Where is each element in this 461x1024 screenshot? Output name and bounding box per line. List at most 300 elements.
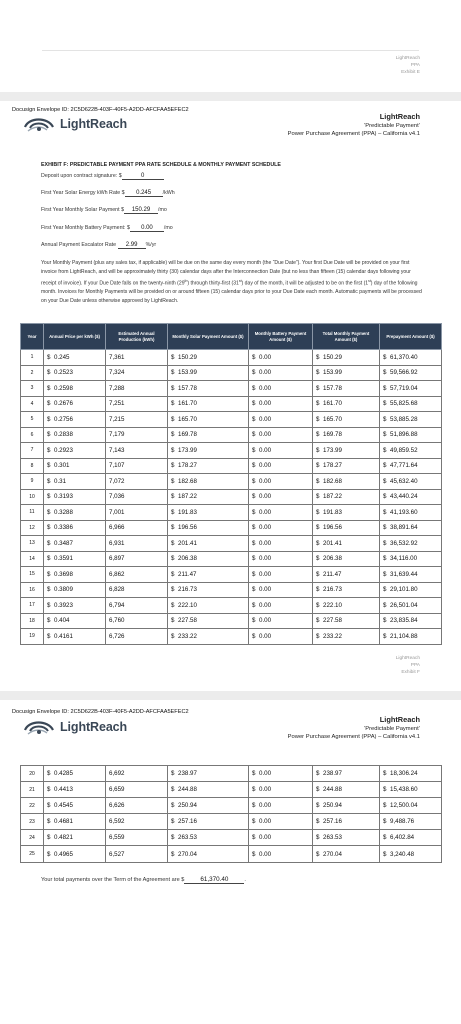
cell-price bbox=[44, 567, 106, 583]
escalator-field bbox=[41, 242, 156, 249]
currency-symbol: $ bbox=[252, 477, 256, 485]
cell-total-payment bbox=[313, 830, 380, 846]
page-footer-meta bbox=[396, 655, 420, 676]
cell-production: 6,862 bbox=[106, 567, 168, 583]
currency-symbol: $ bbox=[47, 539, 51, 547]
cell-year: 22 bbox=[21, 798, 44, 814]
cell-production: 6,559 bbox=[106, 830, 168, 846]
cell-value: 150.29 bbox=[323, 353, 342, 361]
solar-payment-value: 150.29 bbox=[124, 207, 158, 214]
currency-symbol: $ bbox=[316, 617, 320, 625]
cell-total-payment bbox=[313, 365, 380, 381]
document-page-2 bbox=[0, 700, 461, 1024]
exhibit-title: EXHIBIT F: PREDICTABLE PAYMENT PPA RATE SCHEDULE & MONTHLY PAYMENT SCHEDULE bbox=[41, 162, 281, 168]
cell-price bbox=[44, 629, 106, 645]
currency-symbol: $ bbox=[316, 555, 320, 563]
currency-symbol: $ bbox=[47, 834, 51, 842]
cell-production: 6,592 bbox=[106, 814, 168, 830]
column-header-solar: Monthly Solar Payment Amount ($) bbox=[168, 324, 249, 350]
escalator-value: 2.99 bbox=[118, 242, 146, 249]
cell-value: 57,719.04 bbox=[390, 384, 418, 392]
currency-symbol: $ bbox=[316, 446, 320, 454]
currency-symbol: $ bbox=[383, 539, 387, 547]
cell-value: 244.88 bbox=[323, 786, 342, 794]
envelope-id: Docusign Envelope ID: 2C5D622B-403F-40F5-A2DD-AFCFAA5EFEC2 bbox=[12, 107, 189, 113]
currency-symbol: $ bbox=[316, 415, 320, 423]
solar-payment-unit: /mo bbox=[158, 207, 167, 213]
cell-production: 7,251 bbox=[106, 396, 168, 412]
currency-symbol: $ bbox=[47, 555, 51, 563]
cell-value: 38,891.64 bbox=[390, 524, 418, 532]
cell-year: 12 bbox=[21, 520, 44, 536]
cell-production: 7,072 bbox=[106, 474, 168, 490]
currency-symbol: $ bbox=[316, 493, 320, 501]
cell-value: 233.22 bbox=[178, 632, 197, 640]
currency-symbol: $ bbox=[47, 508, 51, 516]
cell-value: 59,566.92 bbox=[390, 369, 418, 377]
cell-solar-payment bbox=[168, 613, 249, 629]
cell-value: 157.78 bbox=[323, 384, 342, 392]
currency-symbol: $ bbox=[316, 384, 320, 392]
payment-terms-paragraph bbox=[41, 259, 423, 306]
document-header bbox=[288, 112, 420, 138]
cell-value: 250.94 bbox=[323, 802, 342, 810]
currency-symbol: $ bbox=[316, 770, 320, 778]
cell-value: 187.22 bbox=[178, 493, 197, 501]
cell-value: 0.3809 bbox=[54, 586, 73, 594]
cell-total-payment bbox=[313, 613, 380, 629]
cell-battery-payment bbox=[249, 520, 313, 536]
battery-payment-field bbox=[41, 225, 173, 232]
cell-battery-payment bbox=[249, 830, 313, 846]
page-gap bbox=[0, 691, 461, 700]
currency-symbol: $ bbox=[252, 818, 256, 826]
cell-value: 227.58 bbox=[323, 617, 342, 625]
cell-battery-payment bbox=[249, 613, 313, 629]
cell-total-payment bbox=[313, 598, 380, 614]
table-row bbox=[21, 396, 442, 412]
deposit-value: 0 bbox=[122, 173, 164, 180]
cell-value: 0.4413 bbox=[54, 786, 73, 794]
table-row bbox=[21, 350, 442, 366]
cell-prepayment bbox=[380, 830, 442, 846]
cell-production: 6,931 bbox=[106, 536, 168, 552]
cell-value: 173.99 bbox=[323, 446, 342, 454]
previous-page-tail bbox=[0, 0, 461, 92]
cell-value: 0.00 bbox=[259, 770, 272, 778]
column-header-price: Annual Price per kWh ($) bbox=[44, 324, 106, 350]
cell-solar-payment bbox=[168, 427, 249, 443]
header-subtitle-2: Power Purchase Agreement (PPA) – California v4.1 bbox=[287, 734, 420, 740]
cell-value: 0.00 bbox=[259, 369, 272, 377]
cell-value: 0.2598 bbox=[54, 384, 73, 392]
cell-production: 7,288 bbox=[106, 381, 168, 397]
cell-battery-payment bbox=[249, 567, 313, 583]
cell-solar-payment bbox=[168, 350, 249, 366]
logo-text: LightReach bbox=[60, 117, 128, 131]
total-value: 61,370.40 bbox=[184, 876, 244, 884]
deposit-label: Deposit upon contract signature: $ bbox=[41, 173, 122, 179]
table-row bbox=[21, 427, 442, 443]
para-sup-a: th bbox=[184, 278, 188, 283]
cell-solar-payment bbox=[168, 814, 249, 830]
currency-symbol: $ bbox=[383, 462, 387, 470]
cell-year: 2 bbox=[21, 365, 44, 381]
cell-battery-payment bbox=[249, 381, 313, 397]
lightreach-logo bbox=[22, 113, 127, 135]
currency-symbol: $ bbox=[383, 508, 387, 516]
energy-rate-unit: /kWh bbox=[162, 190, 175, 196]
cell-production: 6,897 bbox=[106, 551, 168, 567]
cell-prepayment bbox=[380, 629, 442, 645]
currency-symbol: $ bbox=[171, 477, 175, 485]
cell-value: 201.41 bbox=[323, 539, 342, 547]
currency-symbol: $ bbox=[252, 462, 256, 470]
cell-battery-payment bbox=[249, 505, 313, 521]
cell-value: 0.245 bbox=[54, 353, 70, 361]
currency-symbol: $ bbox=[252, 508, 256, 516]
currency-symbol: $ bbox=[383, 477, 387, 485]
cell-production: 6,760 bbox=[106, 613, 168, 629]
cell-year: 24 bbox=[21, 830, 44, 846]
currency-symbol: $ bbox=[316, 570, 320, 578]
cell-value: 206.38 bbox=[178, 555, 197, 563]
cell-value: 0.00 bbox=[259, 524, 272, 532]
cell-value: 227.58 bbox=[178, 617, 197, 625]
energy-rate-value: 0.245 bbox=[125, 190, 163, 197]
envelope-id: Docusign Envelope ID: 2C5D622B-403F-40F5-A2DD-AFCFAA5EFEC2 bbox=[12, 709, 189, 715]
currency-symbol: $ bbox=[316, 353, 320, 361]
currency-symbol: $ bbox=[252, 802, 256, 810]
cell-total-payment bbox=[313, 629, 380, 645]
currency-symbol: $ bbox=[383, 786, 387, 794]
cell-value: 173.99 bbox=[178, 446, 197, 454]
currency-symbol: $ bbox=[171, 431, 175, 439]
cell-price bbox=[44, 846, 106, 862]
currency-symbol: $ bbox=[316, 508, 320, 516]
currency-symbol: $ bbox=[252, 446, 256, 454]
table-row bbox=[21, 629, 442, 645]
cell-battery-payment bbox=[249, 766, 313, 782]
cell-value: 26,501.04 bbox=[390, 601, 418, 609]
cell-value: 211.47 bbox=[178, 570, 197, 578]
currency-symbol: $ bbox=[383, 493, 387, 501]
cell-value: 0.3288 bbox=[54, 508, 73, 516]
cell-prepayment bbox=[380, 365, 442, 381]
cell-battery-payment bbox=[249, 782, 313, 798]
cell-production: 7,324 bbox=[106, 365, 168, 381]
cell-value: 0.00 bbox=[259, 601, 272, 609]
currency-symbol: $ bbox=[252, 786, 256, 794]
cell-battery-payment bbox=[249, 396, 313, 412]
currency-symbol: $ bbox=[316, 850, 320, 858]
currency-symbol: $ bbox=[171, 446, 175, 454]
cell-value: 47,771.64 bbox=[390, 462, 418, 470]
cell-value: 211.47 bbox=[323, 570, 342, 578]
cell-value: 0.4965 bbox=[54, 850, 73, 858]
column-header-year: Year bbox=[21, 324, 44, 350]
cell-value: 0.00 bbox=[259, 555, 272, 563]
cell-total-payment bbox=[313, 396, 380, 412]
footer-meta-exhibit: Exhibit F bbox=[401, 670, 420, 675]
cell-year: 15 bbox=[21, 567, 44, 583]
currency-symbol: $ bbox=[316, 586, 320, 594]
table-row bbox=[21, 489, 442, 505]
cell-value: 182.68 bbox=[323, 477, 342, 485]
cell-production: 6,828 bbox=[106, 582, 168, 598]
currency-symbol: $ bbox=[171, 493, 175, 501]
currency-symbol: $ bbox=[252, 369, 256, 377]
table-row bbox=[21, 474, 442, 490]
cell-year: 6 bbox=[21, 427, 44, 443]
currency-symbol: $ bbox=[47, 400, 51, 408]
currency-symbol: $ bbox=[383, 770, 387, 778]
document-page-1 bbox=[0, 101, 461, 691]
currency-symbol: $ bbox=[47, 493, 51, 501]
cell-value: 0.4681 bbox=[54, 818, 73, 826]
currency-symbol: $ bbox=[383, 431, 387, 439]
cell-value: 165.70 bbox=[323, 415, 342, 423]
cell-prepayment bbox=[380, 381, 442, 397]
cell-total-payment bbox=[313, 489, 380, 505]
cell-production: 7,361 bbox=[106, 350, 168, 366]
currency-symbol: $ bbox=[171, 353, 175, 361]
cell-production: 6,527 bbox=[106, 846, 168, 862]
currency-symbol: $ bbox=[47, 802, 51, 810]
cell-value: 51,896.88 bbox=[390, 431, 418, 439]
cell-value: 191.83 bbox=[323, 508, 342, 516]
cell-value: 0.00 bbox=[259, 539, 272, 547]
cell-value: 169.78 bbox=[323, 431, 342, 439]
currency-symbol: $ bbox=[316, 539, 320, 547]
cell-price bbox=[44, 489, 106, 505]
cell-year: 14 bbox=[21, 551, 44, 567]
currency-symbol: $ bbox=[316, 601, 320, 609]
cell-total-payment bbox=[313, 427, 380, 443]
cell-value: 257.16 bbox=[178, 818, 197, 826]
cell-solar-payment bbox=[168, 412, 249, 428]
cell-year: 9 bbox=[21, 474, 44, 490]
currency-symbol: $ bbox=[171, 400, 175, 408]
cell-total-payment bbox=[313, 582, 380, 598]
currency-symbol: $ bbox=[383, 524, 387, 532]
currency-symbol: $ bbox=[316, 632, 320, 640]
currency-symbol: $ bbox=[47, 786, 51, 794]
cell-production: 6,794 bbox=[106, 598, 168, 614]
currency-symbol: $ bbox=[47, 570, 51, 578]
cell-prepayment bbox=[380, 412, 442, 428]
cell-year: 25 bbox=[21, 846, 44, 862]
cell-total-payment bbox=[313, 458, 380, 474]
battery-payment-unit: /mo bbox=[163, 225, 173, 231]
cell-prepayment bbox=[380, 443, 442, 459]
cell-value: 0.00 bbox=[259, 431, 272, 439]
cell-battery-payment bbox=[249, 412, 313, 428]
para-text-d: ) day of the following month. Invoices for Monthly Payments will be provided on or around fifteen (15) calendar days prior to your Due Date each month. Automatic payments will be processed on your Due Date unless otherwise approved by LightReach. bbox=[41, 280, 422, 305]
currency-symbol: $ bbox=[316, 818, 320, 826]
currency-symbol: $ bbox=[171, 369, 175, 377]
cell-value: 0.00 bbox=[259, 802, 272, 810]
cell-solar-payment bbox=[168, 782, 249, 798]
footer-meta-doc: PPA bbox=[410, 663, 420, 668]
table-row bbox=[21, 381, 442, 397]
currency-symbol: $ bbox=[383, 586, 387, 594]
cell-solar-payment bbox=[168, 798, 249, 814]
cell-price bbox=[44, 536, 106, 552]
table-row bbox=[21, 782, 442, 798]
cell-battery-payment bbox=[249, 443, 313, 459]
cell-solar-payment bbox=[168, 846, 249, 862]
cell-total-payment bbox=[313, 567, 380, 583]
cell-value: 178.27 bbox=[323, 462, 342, 470]
cell-price bbox=[44, 365, 106, 381]
cell-total-payment bbox=[313, 505, 380, 521]
cell-value: 45,632.40 bbox=[390, 477, 418, 485]
para-sup-c: st bbox=[368, 278, 371, 283]
cell-prepayment bbox=[380, 782, 442, 798]
footer-meta-doc: PPA bbox=[410, 63, 420, 68]
cell-production: 7,179 bbox=[106, 427, 168, 443]
currency-symbol: $ bbox=[316, 802, 320, 810]
cell-battery-payment bbox=[249, 365, 313, 381]
currency-symbol: $ bbox=[47, 586, 51, 594]
cell-price bbox=[44, 830, 106, 846]
cell-prepayment bbox=[380, 613, 442, 629]
currency-symbol: $ bbox=[252, 834, 256, 842]
header-subtitle-1: ‘Predictable Payment’ bbox=[363, 726, 420, 732]
cell-value: 0.301 bbox=[54, 462, 70, 470]
cell-battery-payment bbox=[249, 551, 313, 567]
payment-schedule-table-continued bbox=[20, 765, 442, 863]
footer-meta-brand: LightReach bbox=[395, 656, 420, 661]
cell-value: 157.78 bbox=[178, 384, 197, 392]
cell-price bbox=[44, 381, 106, 397]
cell-price bbox=[44, 582, 106, 598]
currency-symbol: $ bbox=[171, 786, 175, 794]
cell-value: 55,825.68 bbox=[390, 400, 418, 408]
cell-value: 53,885.28 bbox=[390, 415, 418, 423]
cell-value: 0.00 bbox=[259, 493, 272, 501]
lightreach-logo-icon bbox=[22, 716, 56, 738]
cell-value: 0.3591 bbox=[54, 555, 73, 563]
cell-value: 0.00 bbox=[259, 786, 272, 794]
cell-battery-payment bbox=[249, 582, 313, 598]
cell-value: 238.97 bbox=[178, 770, 197, 778]
cell-value: 161.70 bbox=[323, 400, 342, 408]
currency-symbol: $ bbox=[252, 601, 256, 609]
cell-value: 270.04 bbox=[178, 850, 197, 858]
cell-solar-payment bbox=[168, 520, 249, 536]
currency-symbol: $ bbox=[171, 632, 175, 640]
cell-value: 216.73 bbox=[178, 586, 197, 594]
cell-production: 7,036 bbox=[106, 489, 168, 505]
cell-value: 0.00 bbox=[259, 818, 272, 826]
currency-symbol: $ bbox=[171, 770, 175, 778]
cell-year: 19 bbox=[21, 629, 44, 645]
cell-value: 150.29 bbox=[178, 353, 197, 361]
currency-symbol: $ bbox=[252, 632, 256, 640]
currency-symbol: $ bbox=[171, 818, 175, 826]
cell-value: 0.404 bbox=[54, 617, 70, 625]
cell-total-payment bbox=[313, 536, 380, 552]
table-row bbox=[21, 798, 442, 814]
cell-value: 0.00 bbox=[259, 570, 272, 578]
cell-value: 0.3698 bbox=[54, 570, 73, 578]
table-header-row bbox=[21, 324, 442, 350]
column-header-prepayment: Prepayment Amount ($) bbox=[380, 324, 442, 350]
cell-value: 169.78 bbox=[178, 431, 197, 439]
currency-symbol: $ bbox=[171, 524, 175, 532]
cell-value: 0.2838 bbox=[54, 431, 73, 439]
currency-symbol: $ bbox=[252, 570, 256, 578]
cell-prepayment bbox=[380, 505, 442, 521]
currency-symbol: $ bbox=[316, 462, 320, 470]
page-footer-meta bbox=[396, 55, 420, 76]
cell-solar-payment bbox=[168, 567, 249, 583]
cell-value: 23,835.84 bbox=[390, 617, 418, 625]
cell-price bbox=[44, 613, 106, 629]
cell-year: 16 bbox=[21, 582, 44, 598]
cell-solar-payment bbox=[168, 505, 249, 521]
cell-value: 263.53 bbox=[323, 834, 342, 842]
cell-price bbox=[44, 766, 106, 782]
cell-production: 6,692 bbox=[106, 766, 168, 782]
cell-value: 238.97 bbox=[323, 770, 342, 778]
currency-symbol: $ bbox=[171, 415, 175, 423]
cell-prepayment bbox=[380, 814, 442, 830]
cell-value: 0.3923 bbox=[54, 601, 73, 609]
cell-total-payment bbox=[313, 520, 380, 536]
document-header bbox=[288, 715, 420, 741]
currency-symbol: $ bbox=[252, 539, 256, 547]
cell-year: 20 bbox=[21, 766, 44, 782]
currency-symbol: $ bbox=[47, 462, 51, 470]
currency-symbol: $ bbox=[316, 369, 320, 377]
cell-battery-payment bbox=[249, 427, 313, 443]
currency-symbol: $ bbox=[171, 802, 175, 810]
currency-symbol: $ bbox=[47, 384, 51, 392]
cell-value: 182.68 bbox=[178, 477, 197, 485]
cell-value: 0.4545 bbox=[54, 802, 73, 810]
cell-value: 153.99 bbox=[323, 369, 342, 377]
currency-symbol: $ bbox=[47, 770, 51, 778]
cell-price bbox=[44, 350, 106, 366]
currency-symbol: $ bbox=[383, 369, 387, 377]
cell-prepayment bbox=[380, 489, 442, 505]
currency-symbol: $ bbox=[316, 834, 320, 842]
cell-value: 0.31 bbox=[54, 477, 67, 485]
cell-prepayment bbox=[380, 551, 442, 567]
cell-price bbox=[44, 814, 106, 830]
currency-symbol: $ bbox=[47, 446, 51, 454]
table-row bbox=[21, 443, 442, 459]
cell-year: 4 bbox=[21, 396, 44, 412]
column-header-battery: Monthly Battery Payment Amount ($) bbox=[249, 324, 313, 350]
logo-text: LightReach bbox=[60, 720, 128, 734]
cell-value: 161.70 bbox=[178, 400, 197, 408]
cell-price bbox=[44, 443, 106, 459]
currency-symbol: $ bbox=[252, 586, 256, 594]
cell-solar-payment bbox=[168, 536, 249, 552]
cell-year: 21 bbox=[21, 782, 44, 798]
cell-battery-payment bbox=[249, 814, 313, 830]
cell-prepayment bbox=[380, 567, 442, 583]
table-row bbox=[21, 582, 442, 598]
cell-price bbox=[44, 412, 106, 428]
cell-price bbox=[44, 798, 106, 814]
cell-value: 206.38 bbox=[323, 555, 342, 563]
currency-symbol: $ bbox=[383, 400, 387, 408]
